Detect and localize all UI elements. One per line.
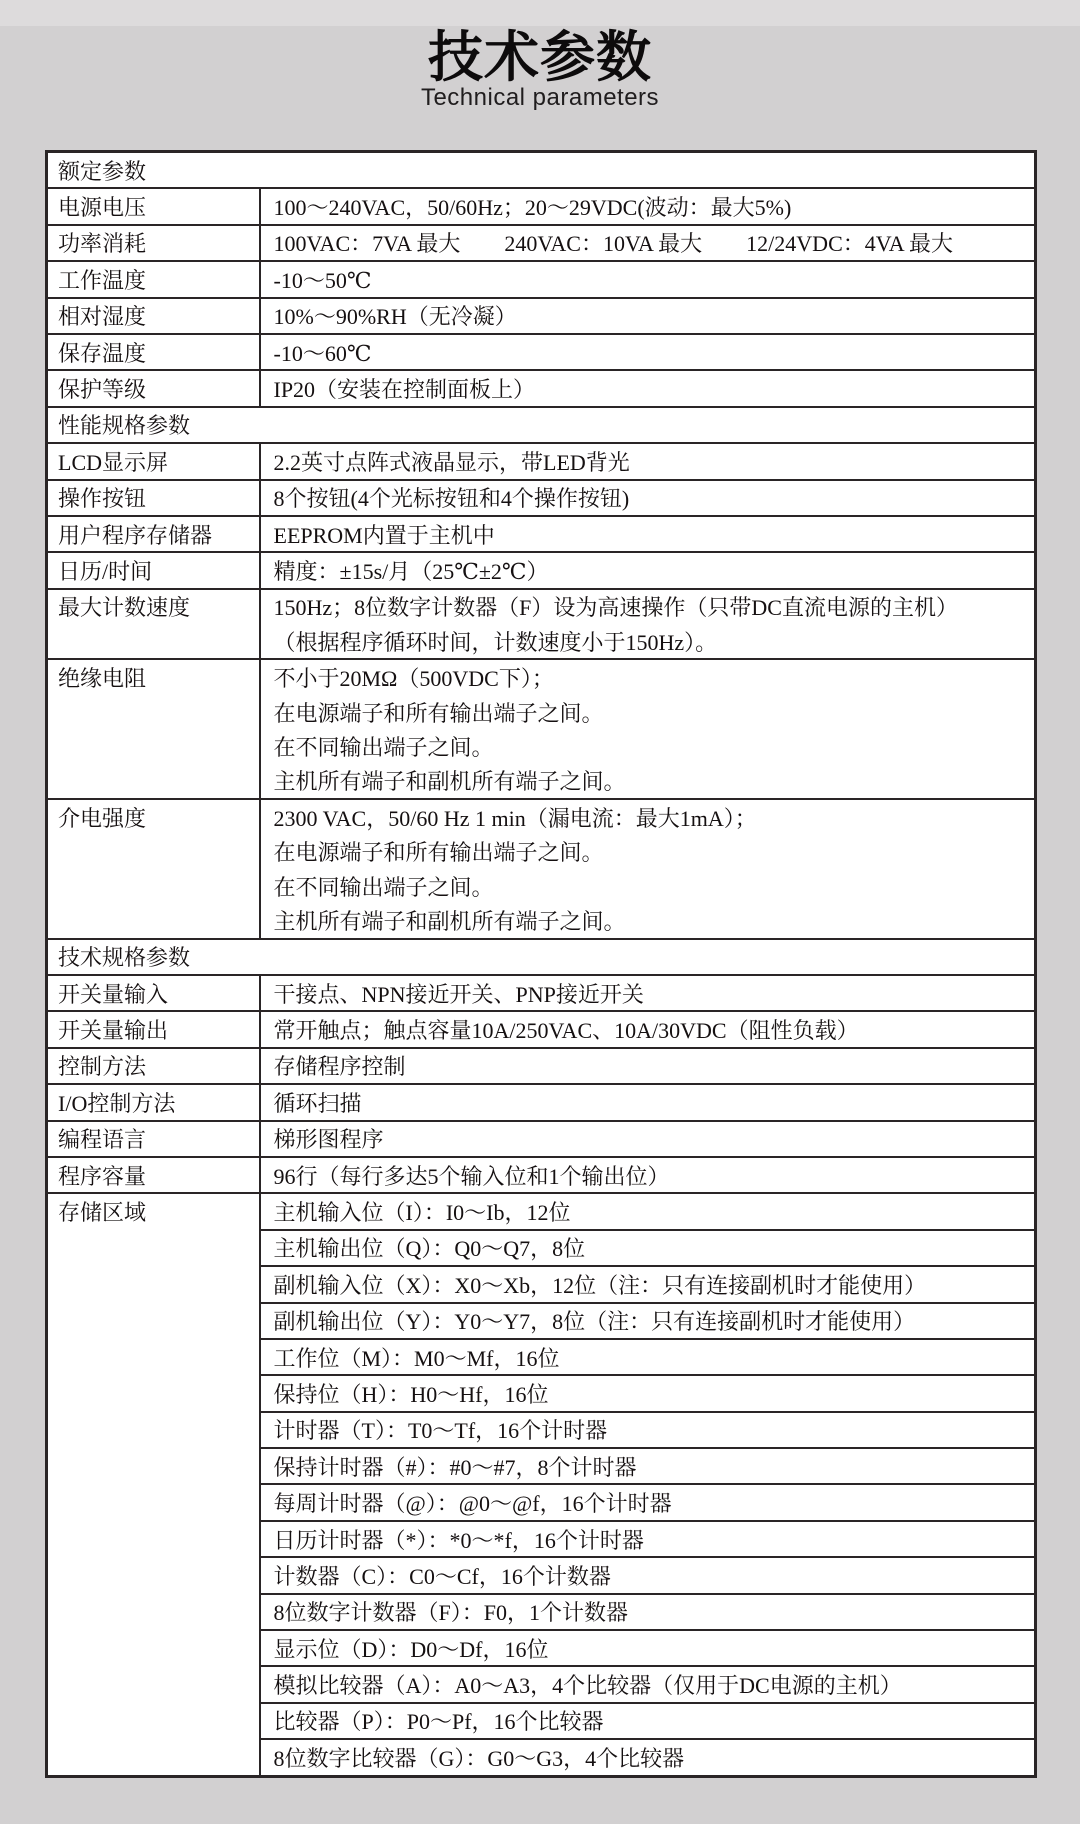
value-line: 显示位（D）：D0～Df，16位	[273, 1636, 549, 1662]
section-header-row	[47, 407, 1036, 443]
spec-row	[47, 225, 1036, 261]
value-line: 在不同输出端子之间。	[273, 874, 494, 900]
subrow-value-cell	[260, 1375, 1036, 1411]
section-header-label: 技术规格参数	[58, 945, 191, 971]
subrow-value-cell	[260, 1739, 1036, 1776]
value-line: 2.2英寸点阵式液晶显示，带LED背光	[273, 449, 630, 475]
value-line: -10～60℃	[273, 340, 372, 366]
row-label-cell	[47, 261, 260, 297]
top-strip	[0, 0, 1080, 26]
value-line: 8个按钮(4个光标按钮和4个操作按钮)	[273, 486, 630, 512]
subrow-value-cell	[260, 1666, 1036, 1702]
row-label: LCD显示屏	[58, 449, 169, 475]
subrow-value-cell	[260, 1630, 1036, 1666]
spec-row	[47, 552, 1036, 588]
row-label-cell	[47, 1121, 260, 1157]
section-header-cell	[47, 152, 1036, 189]
row-label: 控制方法	[58, 1054, 147, 1080]
row-label: 保护等级	[58, 377, 147, 403]
row-label: 绝缘电阻	[58, 666, 147, 692]
spec-row	[47, 1084, 1036, 1120]
title-block	[0, 28, 1080, 112]
page-subtitle: Technical parameters	[420, 84, 660, 111]
value-line: IP20（安装在控制面板上）	[273, 377, 536, 403]
row-value-cell	[260, 1157, 1036, 1193]
subrow-value-cell	[260, 1703, 1036, 1739]
value-line: 150Hz；8位数字计数器（F）设为高速操作（只带DC直流电源的主机）	[273, 595, 958, 621]
row-label-cell	[47, 480, 260, 516]
row-label-cell	[47, 1084, 260, 1120]
section-header-cell	[47, 407, 1036, 443]
spec-row	[47, 188, 1036, 224]
value-line: 干接点、NPN接近开关、PNP接近开关	[273, 981, 644, 1007]
row-value-cell	[260, 1011, 1036, 1047]
value-line: 8位数字比较器（G）：G0～G3，4个比较器	[273, 1745, 685, 1771]
row-label: 开关量输出	[58, 1018, 169, 1044]
section-header-label: 额定参数	[58, 158, 147, 184]
row-label: 用户程序存储器	[58, 522, 213, 548]
subrow-value-cell	[260, 1484, 1036, 1520]
row-label-cell	[47, 1157, 260, 1193]
row-label: 相对湿度	[58, 304, 147, 330]
value-line: 计数器（C）：C0～Cf，16个计数器	[273, 1563, 611, 1589]
value-line: -10～50℃	[273, 267, 372, 293]
row-label-cell	[47, 298, 260, 334]
value-line: 存储程序控制	[273, 1054, 406, 1080]
value-line: 保持计时器（#）：#0～#7，8个计时器	[273, 1454, 637, 1480]
spec-row	[47, 516, 1036, 552]
value-line: 副机输出位（Y）：Y0～Y7，8位（注：只有连接副机时才能使用）	[273, 1309, 916, 1335]
row-label-cell	[47, 799, 260, 939]
row-value-cell	[260, 516, 1036, 552]
spec-row	[47, 799, 1036, 939]
row-value-cell	[260, 552, 1036, 588]
value-line: （根据程序循环时间，计数速度小于150Hz）。	[273, 629, 718, 655]
subrow-value-cell	[260, 1303, 1036, 1339]
row-value-cell	[260, 975, 1036, 1011]
value-line: 在电源端子和所有输出端子之间。	[273, 840, 604, 866]
value-line: 梯形图程序	[273, 1127, 384, 1153]
subrow-value-cell	[260, 1557, 1036, 1593]
row-label-cell	[47, 1193, 260, 1776]
subrow-value-cell	[260, 1594, 1036, 1630]
value-line: 不小于20MΩ（500VDC下）；	[273, 666, 554, 692]
row-value-cell	[260, 1084, 1036, 1120]
spec-row	[47, 1011, 1036, 1047]
row-label-cell	[47, 516, 260, 552]
value-line: 副机输入位（X）：X0～Xb，12位（注：只有连接副机时才能使用）	[273, 1272, 927, 1298]
section-header-cell	[47, 939, 1036, 975]
row-label-cell	[47, 443, 260, 479]
spec-row	[47, 1121, 1036, 1157]
row-label: 保存温度	[58, 340, 147, 366]
subrow-value-cell	[260, 1266, 1036, 1302]
spec-row	[47, 589, 1036, 660]
row-label-cell	[47, 975, 260, 1011]
row-label: I/O控制方法	[58, 1090, 176, 1116]
row-label: 程序容量	[58, 1163, 147, 1189]
value-line: 常开触点；触点容量10A/250VAC、10A/30VDC（阻性负载）	[273, 1018, 859, 1044]
value-line: 主机输出位（Q）：Q0～Q7，8位	[273, 1236, 586, 1262]
value-line: 保持位（H）：H0～Hf，16位	[273, 1381, 549, 1407]
spec-row	[47, 1048, 1036, 1084]
row-label: 电源电压	[58, 195, 147, 221]
value-line: 10%～90%RH（无冷凝）	[273, 304, 517, 330]
row-label: 操作按钮	[58, 486, 147, 512]
spec-row	[47, 975, 1036, 1011]
spec-row	[47, 1157, 1036, 1193]
value-line: 工作位（M）：M0～Mf，16位	[273, 1345, 560, 1371]
value-line: 8位数字计数器（F）：F0，1个计数器	[273, 1600, 628, 1626]
subrow-value-cell	[260, 1230, 1036, 1266]
row-value-cell	[260, 1121, 1036, 1157]
row-label-cell	[47, 225, 260, 261]
row-label-cell	[47, 1048, 260, 1084]
value-line: 100VAC：7VA 最大 240VAC：10VA 最大 12/24VDC：4VA 最大	[273, 231, 953, 257]
section-header-row	[47, 939, 1036, 975]
page-title: 技术参数	[427, 26, 652, 88]
subrow-value-cell	[260, 1193, 1036, 1229]
value-line: 2300 VAC，50/60 Hz 1 min（漏电流：最大1mA）；	[273, 805, 757, 831]
row-value-cell	[260, 589, 1036, 660]
subrow-value-cell	[260, 1448, 1036, 1484]
value-line: 主机所有端子和副机所有端子之间。	[273, 769, 626, 795]
row-value-cell	[260, 188, 1036, 224]
row-label: 最大计数速度	[58, 595, 191, 621]
row-label: 工作温度	[58, 267, 147, 293]
spec-table-body	[47, 152, 1036, 1777]
row-label-cell	[47, 188, 260, 224]
section-header-label: 性能规格参数	[58, 413, 191, 439]
value-line: 精度：±15s/月（25℃±2℃）	[273, 558, 549, 584]
row-value-cell	[260, 659, 1036, 799]
value-line: 主机所有端子和副机所有端子之间。	[273, 908, 626, 934]
row-label: 日历/时间	[58, 558, 153, 584]
row-label-cell	[47, 659, 260, 799]
value-line: 每周计时器（@）：@0～@f，16个计时器	[273, 1491, 672, 1517]
row-label-cell	[47, 334, 260, 370]
spec-row	[47, 298, 1036, 334]
value-line: 模拟比较器（A）：A0～A3，4个比较器（仅用于DC电源的主机）	[273, 1673, 902, 1699]
spec-row	[47, 443, 1036, 479]
value-line: EEPROM内置于主机中	[273, 522, 495, 548]
value-line: 循环扫描	[273, 1090, 362, 1116]
row-value-cell	[260, 1048, 1036, 1084]
row-label: 介电强度	[58, 805, 147, 831]
row-label: 开关量输入	[58, 981, 169, 1007]
row-value-cell	[260, 334, 1036, 370]
row-label-cell	[47, 370, 260, 406]
value-line: 在不同输出端子之间。	[273, 734, 494, 760]
row-value-cell	[260, 799, 1036, 939]
spec-row	[47, 261, 1036, 297]
spec-table	[45, 150, 1037, 1778]
value-line: 在电源端子和所有输出端子之间。	[273, 700, 604, 726]
value-line: 96行（每行多达5个输入位和1个输出位）	[273, 1163, 670, 1189]
spec-row	[47, 370, 1036, 406]
value-line: 100～240VAC，50/60Hz；20～29VDC(波动：最大5%)	[273, 195, 792, 221]
value-line: 日历计时器（*）：*0～*f，16个计时器	[273, 1527, 644, 1553]
row-value-cell	[260, 261, 1036, 297]
value-line: 计时器（T）：T0～Tf，16个计时器	[273, 1418, 608, 1444]
row-value-cell	[260, 225, 1036, 261]
row-label-cell	[47, 552, 260, 588]
row-value-cell	[260, 298, 1036, 334]
subrow-value-cell	[260, 1412, 1036, 1448]
spec-row	[47, 480, 1036, 516]
subrow-value-cell	[260, 1339, 1036, 1375]
row-label-cell	[47, 589, 260, 660]
row-label: 编程语言	[58, 1127, 147, 1153]
row-label-cell	[47, 1011, 260, 1047]
value-line: 主机输入位（I）：I0～Ib，12位	[273, 1200, 571, 1226]
row-value-cell	[260, 480, 1036, 516]
section-header-row	[47, 152, 1036, 189]
row-label: 存储区域	[58, 1200, 147, 1226]
spec-subrow	[47, 1193, 1036, 1229]
row-value-cell	[260, 370, 1036, 406]
row-label: 功率消耗	[58, 231, 147, 257]
subrow-value-cell	[260, 1521, 1036, 1557]
spec-row	[47, 659, 1036, 799]
value-line: 比较器（P）：P0～Pf，16个比较器	[273, 1709, 604, 1735]
row-value-cell	[260, 443, 1036, 479]
spec-row	[47, 334, 1036, 370]
